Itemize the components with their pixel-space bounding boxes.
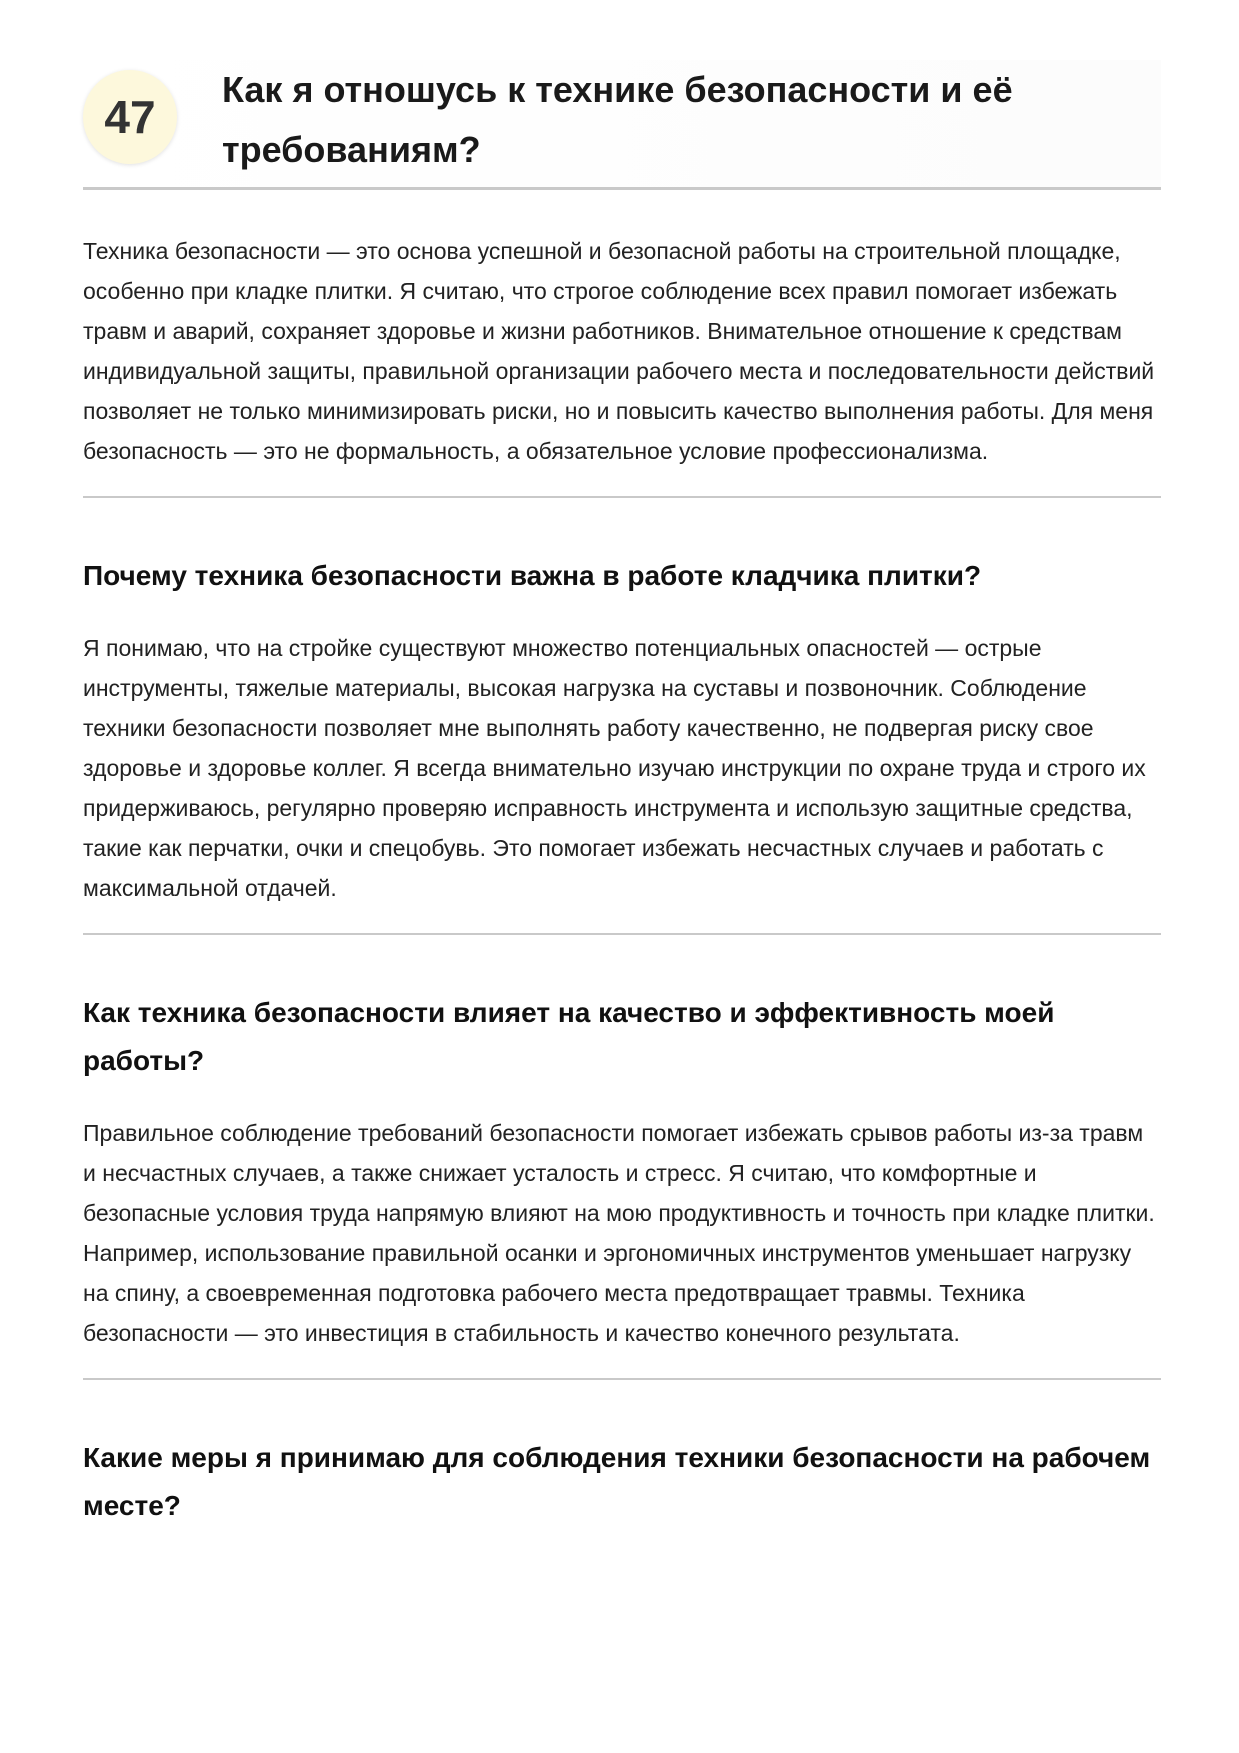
intro-paragraph: Техника безопасности — это основа успешной и безопасной работы на строительной площадке, особенно при кладке плитки. Я считаю, что строгое соблюдение всех правил помогает избежать травм и аварий, сохраняет здоровье и жизни работников. Внимательное отношение к средствам индивидуальной защиты, правильной организации рабочего места и последовательности действий позволяет не только минимизировать риски, но и повысить качество выполнения работы. Для меня безопасность — это не формальность, а обязательное условие профессионализма. <box>83 238 1155 464</box>
intro-block <box>83 190 1161 498</box>
document-page <box>83 60 1161 1583</box>
question-number-badge: 47 <box>83 70 177 164</box>
section-why-important <box>83 498 1161 935</box>
section-heading: Как техника безопасности влияет на качество и эффективность моей работы? <box>83 997 1055 1076</box>
section-paragraph: Правильное соблюдение требований безопасности помогает избежать срывов работы из-за травм и несчастных случаев, а также снижает усталость и стресс. Я считаю, что комфортные и безопасные условия труда напрямую влияют на мою продуктивность и точность при кладке плитки. Например, использование правильной осанки и эргономичных инструментов уменьшает нагрузку на спину, а своевременная подготовка рабочего места предотвращает травмы. Техника безопасности — это инвестиция в стабильность и качество конечного результата. <box>83 1120 1155 1346</box>
section-heading: Какие меры я принимаю для соблюдения техники безопасности на рабочем месте? <box>83 1442 1151 1521</box>
page-title: Как я отношусь к технике безопасности и её требованиям? <box>222 69 1013 170</box>
question-header <box>83 60 1161 190</box>
section-paragraph: Я понимаю, что на стройке существуют множество потенциальных опасностей — острые инструменты, тяжелые материалы, высокая нагрузка на суставы и позвоночник. Соблюдение техники безопасности позволяет мне выполнять работу качественно, не подвергая риску свое здоровье и здоровье коллег. Я всегда внимательно изучаю инструкции по охране труда и строго их придерживаюсь, регулярно проверяю исправность инструмента и использую защитные средства, такие как перчатки, очки и спецобувь. Это помогает избежать несчастных случаев и работать с максимальной отдачей. <box>83 635 1146 901</box>
section-quality-impact <box>83 935 1161 1380</box>
section-safety-measures <box>83 1380 1161 1583</box>
section-heading: Почему техника безопасности важна в работе кладчика плитки? <box>83 560 982 591</box>
